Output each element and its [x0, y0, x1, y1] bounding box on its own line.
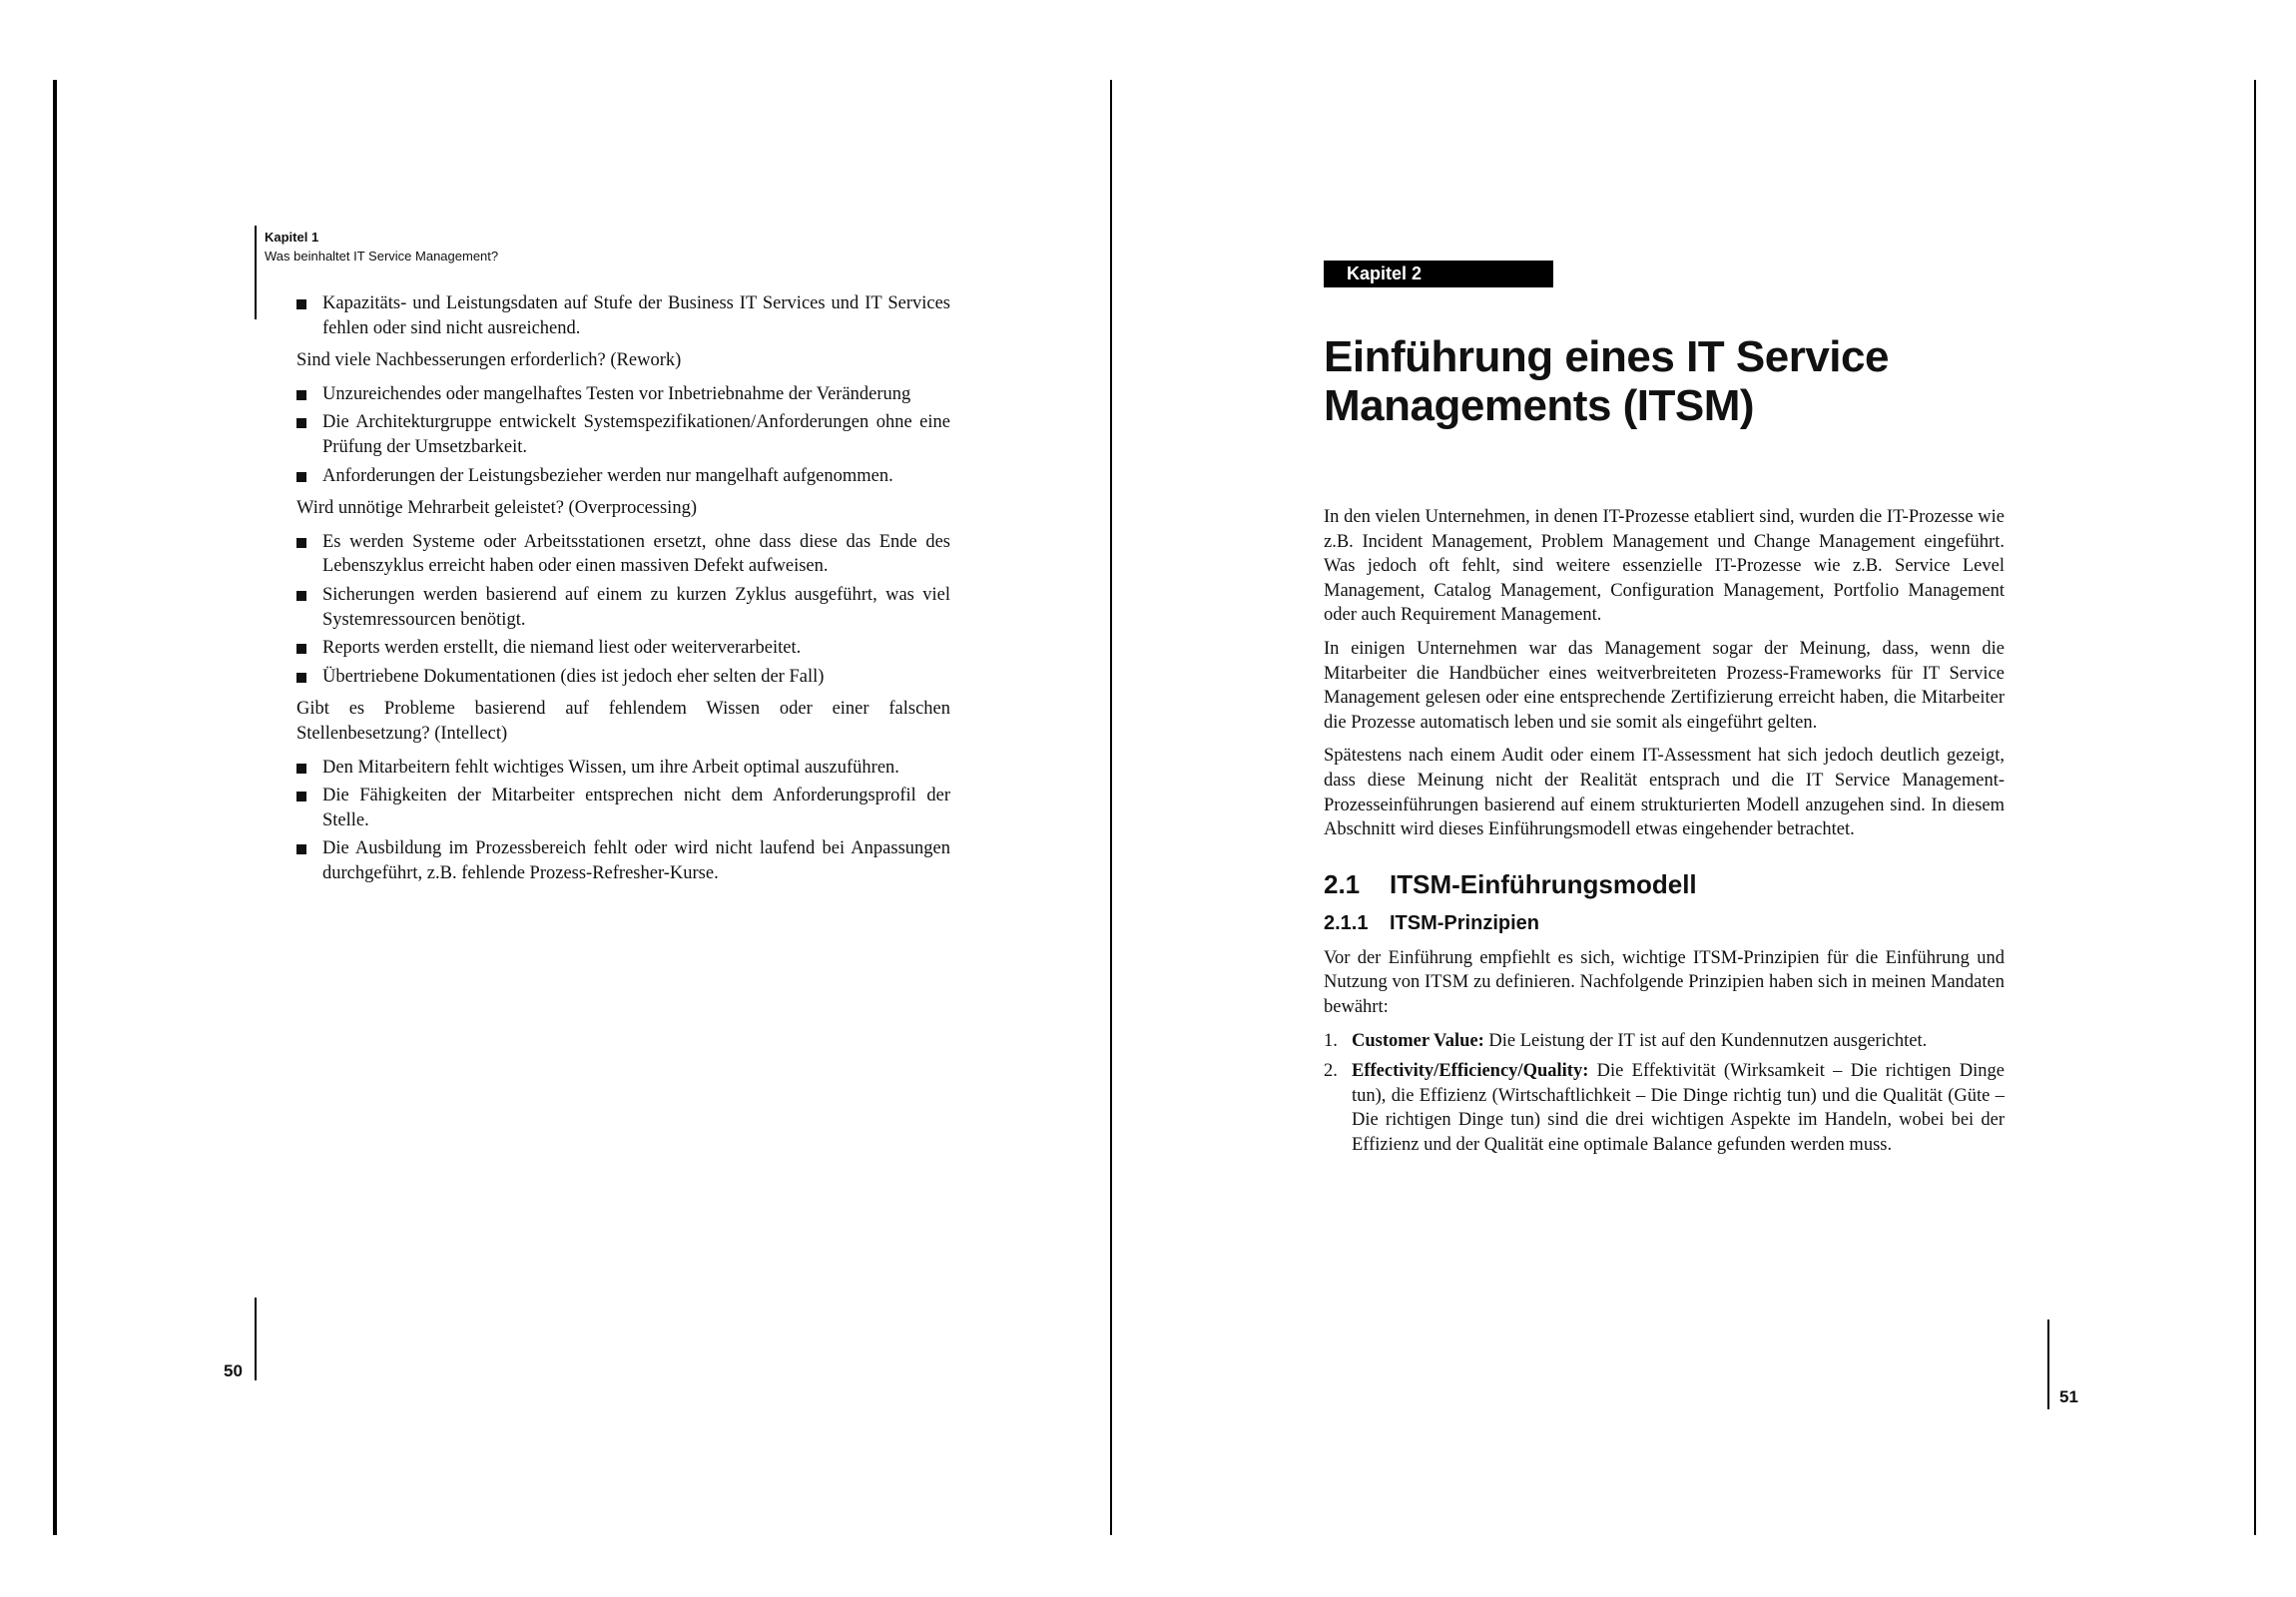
bullet-item	[296, 784, 950, 832]
bullet-text: Die Architekturgruppe entwickelt Systemspezifikationen/Anforderungen ohne eine Prüfung der Umsetzbarkeit.	[322, 412, 950, 457]
bullet-item	[296, 382, 950, 407]
bullet-item	[296, 583, 950, 632]
principles-list	[1324, 1029, 2005, 1158]
subsection-heading	[1324, 910, 2005, 936]
bullet-square-icon	[296, 418, 306, 428]
bullet-text: Es werden Systeme oder Arbeitsstationen ersetzt, ohne dass diese das Ende des Lebenszyklus erreicht haben oder einen massiven Defekt aufweisen.	[322, 531, 950, 577]
bullet-square-icon	[296, 792, 306, 801]
intro-paragraph: In den vielen Unternehmen, in denen IT-Prozesse etabliert sind, wurden die IT-Prozesse wie z.B. Incident Management, Problem Management und Change Management eingeführt. Was jedoch oft fehlt, sind weitere essenzielle IT-Prozesse wie z.B. Service Level Management, Catalog Management, Configuration Management, Portfolio Management oder auch Requirement Management.	[1324, 507, 2005, 626]
left-page-edge	[53, 80, 57, 1535]
bullet-list	[296, 382, 950, 488]
running-header	[265, 228, 764, 266]
bullet-text: Kapazitäts- und Leistungsdaten auf Stufe der Business IT Services und IT Services fehlen oder sind nicht ausreichend.	[322, 293, 950, 338]
bullet-square-icon	[296, 844, 306, 854]
right-footer-rule	[2047, 1320, 2049, 1409]
subsection-number: 2.1.1	[1324, 911, 1369, 934]
left-footer-rule	[255, 1298, 257, 1380]
section-number: 2.1	[1324, 868, 1361, 899]
intro-paragraph: Spätestens nach einem Audit oder einem IT-Assessment hat sich jedoch deutlich gezeigt, dass diese Meinung nicht der Realität entsprach und die IT Service Management-Prozesseinführungen basierend auf einem strukturierten Modell anzugehen sind. In diesem Abschnitt wird dieses Einführungsmodell etwas eingehender betrachtet.	[1324, 746, 2005, 840]
principle-number: 1.	[1324, 1030, 1338, 1051]
bullet-square-icon	[296, 673, 306, 683]
bullet-square-icon	[296, 764, 306, 774]
bullet-square-icon	[296, 591, 306, 601]
principle-term: Effectivity/Efficiency/Quality:	[1352, 1061, 1589, 1082]
chapter-label: Kapitel 2	[1347, 264, 1423, 283]
subsection-paragraph: Vor der Einführung empfiehlt es sich, wichtige ITSM-Prinzipien für die Einführung und Nutzung von ITSM zu definieren. Nachfolgende Prinzipien haben sich in meinen Mandaten bewährt:	[1324, 947, 2005, 1017]
section-heading	[1324, 868, 2005, 900]
intro-paragraph: In einigen Unternehmen war das Management sogar der Meinung, dass, wenn die Mitarbeiter die Handbücher eines weitverbreiteten Prozess-Frameworks für IT Service Management gelesen oder eine entsprechende Zertifizierung erreicht haben, die Mitarbeiter die Prozesse automatisch leben und sie somit als eingeführt gelten.	[1324, 638, 2005, 733]
running-header-chapter: Kapitel 1	[265, 230, 319, 245]
page-number-right: 51	[2059, 1387, 2078, 1406]
bullet-list	[296, 291, 950, 340]
principle-text: Die Effektivität (Wirksamkeit – Die richtigen Dinge tun), die Effizienz (Wirtschaftlichkeit – Die Dinge richtig tun) und die Qualität (Güte – Die richtigen Dinge tun) sind die drei wichtigen Aspekte im Handeln, wobei bei der Effizienz und der Qualität eine optimale Balance gefunden werden muss.	[1352, 1061, 2005, 1155]
principle-term: Customer Value:	[1352, 1030, 1484, 1051]
chapter-title	[1324, 332, 2082, 430]
bullet-square-icon	[296, 538, 306, 548]
chapter-title-line2: Managements (ITSM)	[1324, 381, 1755, 430]
bullet-text: Den Mitarbeitern fehlt wichtiges Wissen, um ihre Arbeit optimal auszuführen.	[322, 757, 899, 778]
principle-number: 2.	[1324, 1061, 1338, 1082]
question-paragraph: Sind viele Nachbesserungen erforderlich? (Rework)	[296, 350, 682, 371]
bullet-text: Unzureichendes oder mangelhaftes Testen vor Inbetriebnahme der Veränderung	[322, 383, 911, 404]
left-page-body	[296, 291, 950, 893]
bullet-square-icon	[296, 390, 306, 400]
bullet-item	[296, 756, 950, 781]
center-gutter-line	[1110, 80, 1112, 1535]
bullet-text: Sicherungen werden basierend auf einem zu kurzen Zyklus ausgeführt, was viel Systemressourcen benötigt.	[322, 584, 950, 630]
bullet-square-icon	[296, 644, 306, 654]
bullet-list	[296, 530, 950, 690]
right-page-edge	[2254, 80, 2256, 1535]
bullet-item	[296, 291, 950, 340]
bullet-item	[296, 836, 950, 885]
chapter-label-box	[1324, 261, 1553, 287]
running-header-subtitle: Was beinhaltet IT Service Management?	[265, 249, 499, 264]
bullet-text: Die Ausbildung im Prozessbereich fehlt oder wird nicht laufend bei Anpassungen durchgeführt, z.B. fehlende Prozess-Refresher-Kurse.	[322, 838, 950, 883]
bullet-item	[296, 665, 950, 690]
bullet-item	[296, 636, 950, 661]
bullet-text: Die Fähigkeiten der Mitarbeiter entsprechen nicht dem Anforderungsprofil der Stelle.	[322, 786, 950, 830]
bullet-item	[296, 410, 950, 459]
bullet-text: Übertriebene Dokumentationen (dies ist jedoch eher selten der Fall)	[322, 666, 825, 687]
bullet-text: Reports werden erstellt, die niemand liest oder weiterverarbeitet.	[322, 638, 802, 659]
bullet-square-icon	[296, 472, 306, 482]
left-header-rule	[255, 226, 257, 319]
principle-item	[1324, 1029, 2005, 1054]
question-paragraph: Wird unnötige Mehrarbeit geleistet? (Overprocessing)	[296, 498, 697, 519]
bullet-list	[296, 756, 950, 886]
subsection-title: ITSM-Prinzipien	[1390, 911, 1539, 934]
bullet-item	[296, 464, 950, 489]
bullet-square-icon	[296, 299, 306, 309]
right-page-body	[1324, 505, 2005, 1163]
principle-text: Die Leistung der IT ist auf den Kundennutzen ausgerichtet.	[1483, 1030, 1928, 1051]
section-title: ITSM-Einführungsmodell	[1390, 868, 1697, 899]
bullet-text: Anforderungen der Leistungsbezieher werden nur mangelhaft aufgenommen.	[322, 465, 893, 486]
bullet-item	[296, 530, 950, 579]
page-number-left: 50	[224, 1361, 243, 1380]
question-paragraph: Gibt es Probleme basierend auf fehlendem Wissen oder einer falschen Stellenbesetzung? (Intellect)	[296, 699, 950, 744]
chapter-title-line1: Einführung eines IT Service	[1324, 332, 1889, 381]
principle-item	[1324, 1059, 2005, 1157]
